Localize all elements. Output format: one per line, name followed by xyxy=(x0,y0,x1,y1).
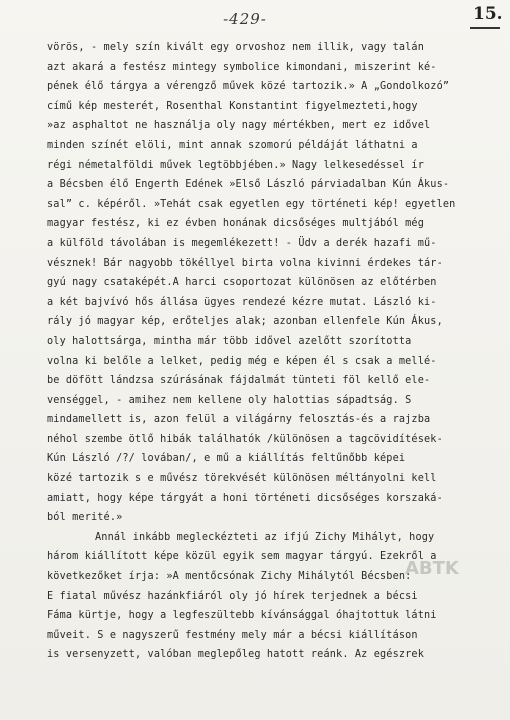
text-line: oly halottsárga, mintha már több idővel azelőtt szorította xyxy=(47,335,412,347)
text-line: következőket írja: »A mentőcsónak Zichy Mihálytól Bécsben: xyxy=(47,571,412,583)
text-line: ból merité.» xyxy=(47,512,123,524)
sheet-number-underline xyxy=(470,27,500,29)
text-line: rály jó magyar kép, erőteljes alak; azonban ellenfele Kún Ákus, xyxy=(47,316,443,328)
text-line: a külföld távolában is megemlékezett! - Üdv a derék hazafi mű- xyxy=(47,237,437,249)
text-line: magyar festész, ki ez évben honának dicsőséges multjából még xyxy=(47,218,425,230)
text-line: Annál inkább megleckézteti az ifjú Zichy Mihályt, hogy xyxy=(95,531,435,543)
text-line: közé tartozik s e művész törekvését különösen méltányolni kell xyxy=(47,473,437,485)
text-line: is versenyzett, valóban meglepőleg hatott reánk. Az egészrek xyxy=(47,649,425,661)
typed-text-body xyxy=(47,38,507,665)
text-line: be döfött lándzsa szúrásának fájdalmát tünteti föl kellő ele- xyxy=(47,375,431,387)
text-line: venséggel, - amihez nem kellene oly halottias sápadtság. S xyxy=(47,394,412,406)
text-line: műveit. S e nagyszerű festmény mely már a bécsi kiállításon xyxy=(47,629,418,641)
text-line: »az asphaltot ne használja oly nagy mértékben, mert ez idővel xyxy=(47,120,431,132)
text-line: három kiállított képe közül egyik sem magyar tárgyú. Ezekről a xyxy=(47,551,437,563)
text-line: gyú nagy csataképét.A harci csoportozat különösen az előtérben xyxy=(47,277,437,289)
page-number: -429- xyxy=(223,10,267,28)
text-line: néhol szembe ötlő hibák találhatók /különösen a tagcövidítések- xyxy=(47,433,443,445)
text-line: mindamellett is, azon felül a világárny felosztás-és a rajzba xyxy=(47,414,431,426)
text-line: vésznek! Bár nagyobb tökéllyel birta volna kivinni érdekes tár- xyxy=(47,257,443,269)
text-line: Kún László /?/ lovában/, e mű a kiállítás feltűnőbb képei xyxy=(47,453,406,465)
text-line: minden színét elöli, mint annak szomorú példáját láthatni a xyxy=(47,139,418,151)
text-line: pének élő tárgya a vérengző művek közé tartozik.» A „Gondolkozó” xyxy=(47,81,450,93)
stamp-text: ABTK xyxy=(405,558,459,579)
text-line: volna ki belőle a lelket, pedig még e képen él s csak a mellé- xyxy=(47,355,437,367)
text-line: című kép mesterét, Rosenthal Konstantint figyelmezteti,hogy xyxy=(47,100,418,112)
text-line: E fiatal művész hazánkfiáról oly jó hírek terjednek a bécsi xyxy=(47,590,418,602)
text-line: amiatt, hogy képe tárgyát a honi történeti dicsőséges korszaká- xyxy=(47,492,443,504)
sheet-number: 15. xyxy=(473,4,503,24)
text-line: a két bajvívó hős állása ügyes rendezé kézre mutat. László ki- xyxy=(47,296,437,308)
text-line: Fáma kürtje, hogy a legfeszültebb kívánsággal óhajtottuk látni xyxy=(47,610,437,622)
text-line: sal” c. képéről. »Tehát csak egyetlen egy történeti kép! egyetlen xyxy=(47,198,456,210)
text-line: vörös, - mely szín kivált egy orvoshoz nem illik, vagy talán xyxy=(47,42,425,53)
text-line: a Bécsben élő Engerth Edének »Első László párviadalban Kún Ákus- xyxy=(47,179,450,191)
text-line: azt akará a festész mintegy symbolice kimondani, miszerint ké- xyxy=(47,61,437,73)
text-line: régi németalföldi művek legtöbbjében.» Nagy lelkesedéssel ír xyxy=(47,159,425,171)
